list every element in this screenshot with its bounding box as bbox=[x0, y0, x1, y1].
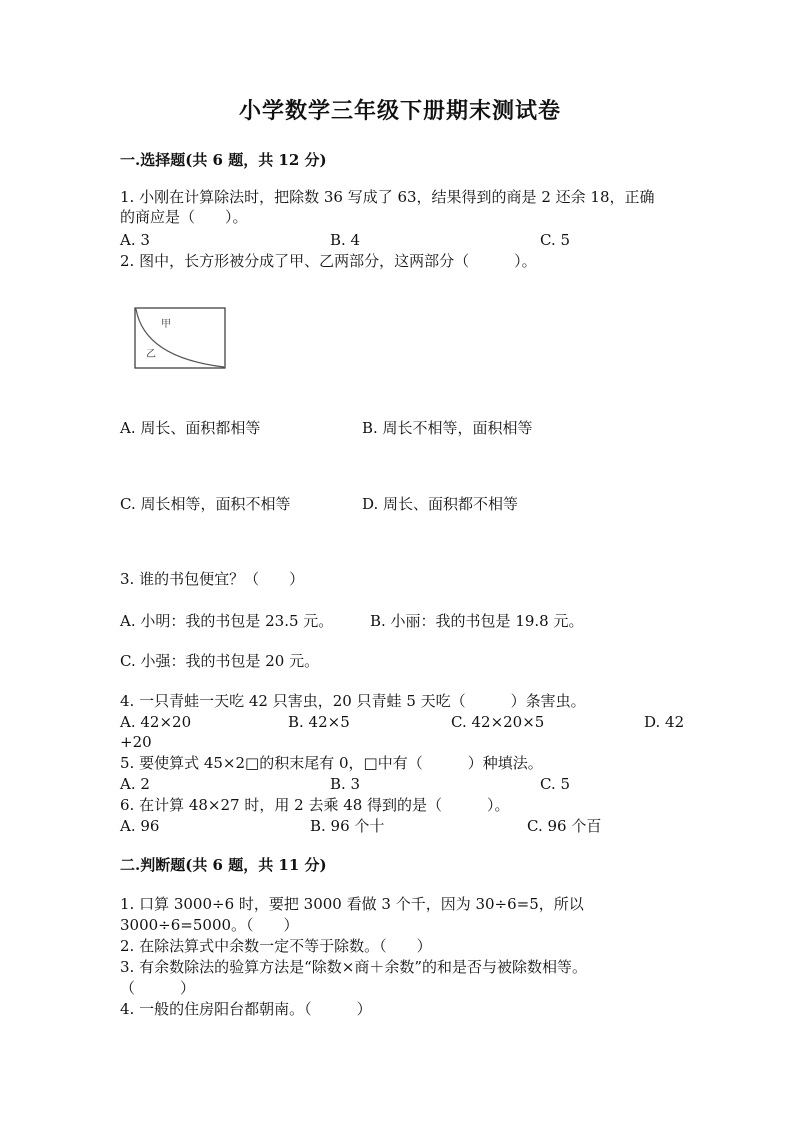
question-2-text: 2. 图中，长方形被分成了甲、乙两部分，这两部分（ ）。 bbox=[120, 252, 537, 270]
question-6-option-b: B. 96 个十 bbox=[310, 817, 385, 835]
question-2-option-b: B. 周长不相等，面积相等 bbox=[362, 419, 533, 437]
rectangle-figure bbox=[134, 307, 228, 371]
question-3-option-a: A. 小明：我的书包是 23.5 元。 bbox=[120, 612, 334, 630]
question-5-option-c: C. 5 bbox=[540, 775, 571, 793]
question-1-line-1: 1. 小刚在计算除法时，把除数 36 写成了 63，结果得到的商是 2 还余 18，正确 bbox=[120, 188, 655, 206]
judgement-1-line-1: 1. 口算 3000÷6 时，要把 3000 看做 3 个千，因为 30÷6=5，所以 bbox=[120, 895, 584, 913]
question-5-text: 5. 要使算式 45×2□的积末尾有 0，□中有（ ）种填法。 bbox=[120, 754, 543, 772]
question-6-text: 6. 在计算 48×27 时，用 2 去乘 48 得到的是（ ）。 bbox=[120, 796, 510, 814]
question-4-option-a: A. 42×20 bbox=[120, 713, 192, 731]
question-4-option-c: C. 42×20×5 bbox=[451, 713, 545, 731]
judgement-3-line-1: 3. 有余数除法的验算方法是“除数×商＋余数”的和是否与被除数相等。 bbox=[120, 958, 587, 976]
question-2-option-c: C. 周长相等，面积不相等 bbox=[120, 495, 291, 513]
question-6-option-c: C. 96 个百 bbox=[527, 817, 602, 835]
question-2-option-d: D. 周长、面积都不相等 bbox=[362, 495, 519, 513]
question-4-text: 4. 一只青蛙一天吃 42 只害虫，20 只青蛙 5 天吃（ ）条害虫。 bbox=[120, 692, 586, 710]
figure-label-yi: 乙 bbox=[146, 349, 156, 360]
figure-label-jia: 甲 bbox=[161, 319, 171, 330]
judgement-2-text: 2. 在除法算式中余数一定不等于除数。（ ） bbox=[120, 937, 432, 955]
judgement-4-text: 4. 一般的住房阳台都朝南。（ ） bbox=[120, 1000, 372, 1018]
question-1-line-2: 的商应是（ ）。 bbox=[120, 208, 248, 226]
question-5-option-b: B. 3 bbox=[330, 775, 361, 793]
question-4-option-d: D. 42 bbox=[644, 713, 685, 731]
question-3-option-c: C. 小强：我的书包是 20 元。 bbox=[120, 652, 320, 670]
section-heading-judgement: 二.判断题(共 6 题，共 11 分) bbox=[120, 856, 327, 874]
page-title: 小学数学三年级下册期末测试卷 bbox=[238, 98, 561, 124]
judgement-3-line-2: （ ） bbox=[120, 979, 196, 997]
question-3-text: 3. 谁的书包便宜？（ ） bbox=[120, 570, 305, 588]
question-2-option-a: A. 周长、面积都相等 bbox=[120, 419, 261, 437]
section-heading-choice: 一.选择题(共 6 题，共 12 分) bbox=[120, 151, 327, 169]
question-1-option-c: C. 5 bbox=[540, 231, 571, 249]
question-4-option-d-wrap: +20 bbox=[120, 733, 152, 751]
question-6-option-a: A. 96 bbox=[120, 817, 160, 835]
question-3-option-b: B. 小丽：我的书包是 19.8 元。 bbox=[370, 612, 584, 630]
question-4-option-b: B. 42×5 bbox=[288, 713, 350, 731]
question-1-option-a: A. 3 bbox=[120, 231, 150, 249]
judgement-1-line-2: 3000÷6=5000。（ ） bbox=[120, 916, 299, 934]
question-5-option-a: A. 2 bbox=[120, 775, 150, 793]
question-1-option-b: B. 4 bbox=[330, 231, 361, 249]
